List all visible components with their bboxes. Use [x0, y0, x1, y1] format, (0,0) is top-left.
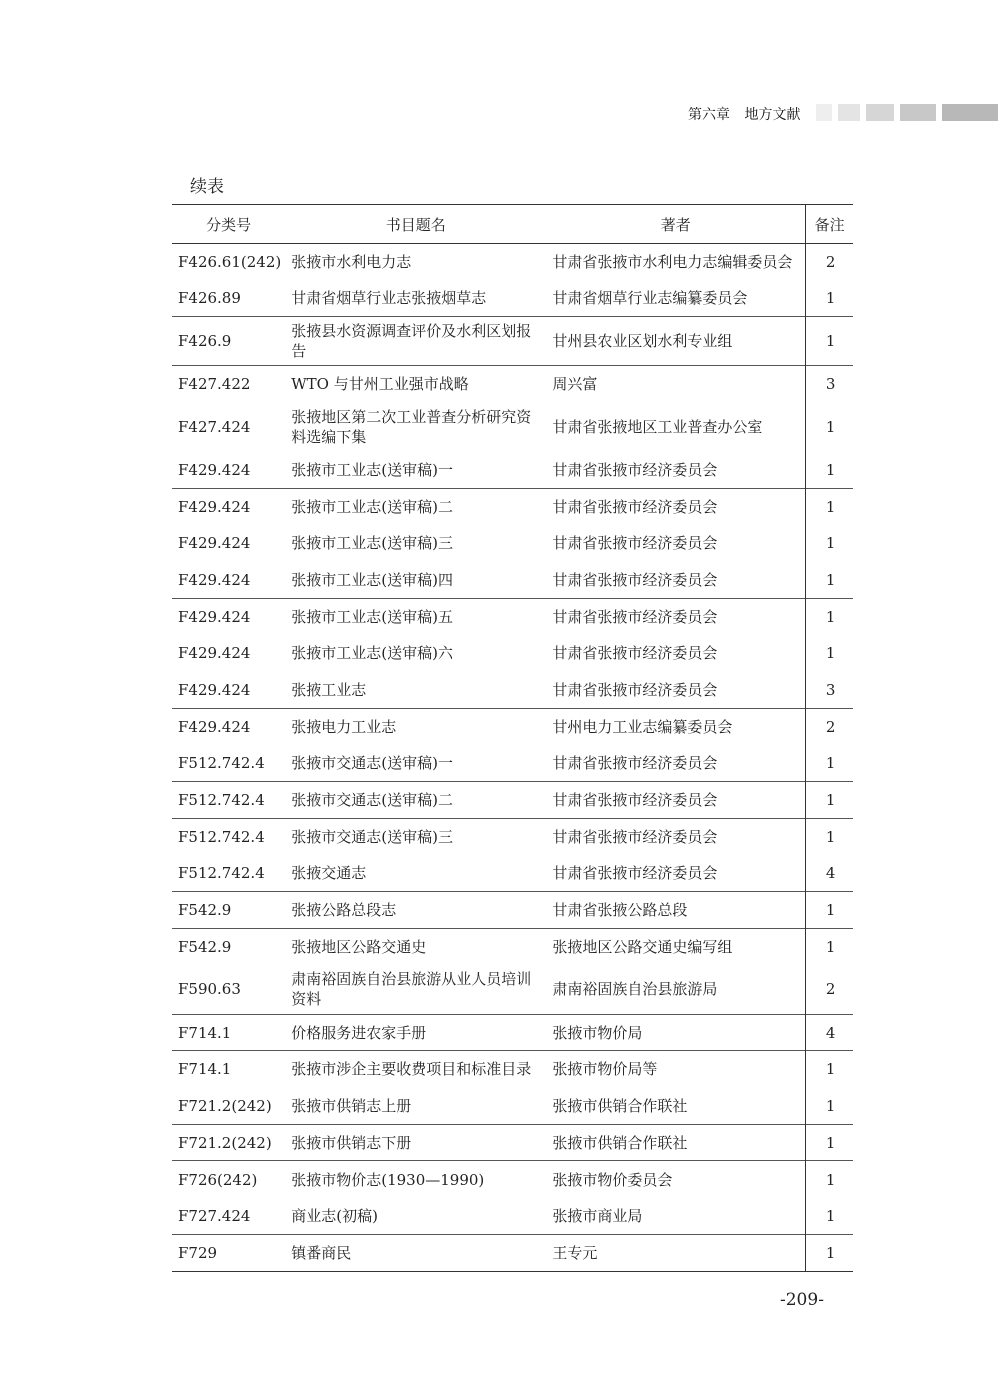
- cell-title: 张掖市供销志上册: [291, 1096, 412, 1115]
- table-row: [172, 1198, 853, 1235]
- cell-title: 张掖市工业志(送审稿)三: [291, 534, 453, 553]
- cell-code: F427.422: [172, 366, 285, 403]
- cell-note: 1: [806, 562, 853, 599]
- cell-title: 张掖市工业志(送审稿)一: [291, 460, 453, 479]
- cell-author: 甘肃省张掖市经济委员会: [552, 864, 718, 883]
- cell-title: 张掖市供销志下册: [285, 1124, 546, 1161]
- page-number: -209-: [780, 1290, 824, 1310]
- cell-note: 1: [806, 1234, 853, 1271]
- cell-code: F429.424: [178, 570, 251, 589]
- cell-note: 2: [806, 708, 853, 745]
- cell-title: 张掖市工业志(送审稿)二: [285, 488, 546, 525]
- cell-note: 1: [806, 818, 853, 855]
- cell-code: F512.742.4: [178, 864, 265, 883]
- col-header-title: 书目题名: [285, 205, 546, 244]
- cell-title: 张掖市交通志(送审稿)三: [285, 818, 546, 855]
- cell-note: 1: [806, 1051, 853, 1088]
- table-header-row: [172, 205, 853, 244]
- cell-author: 张掖市物价委员会: [546, 1161, 805, 1198]
- running-header: [688, 104, 810, 124]
- cell-code: F721.2(242): [172, 1124, 285, 1161]
- cell-author: 张掖地区公路交通史编写组: [546, 929, 805, 966]
- cell-title: 肃南裕固族自治县旅游从业人员培训资料: [291, 970, 532, 1009]
- cell-author: 甘肃省张掖市经济委员会: [546, 598, 805, 635]
- cell-author: 王专元: [546, 1234, 805, 1271]
- cell-author: 甘州县农业区划水利专业组: [546, 317, 805, 366]
- table-row: [172, 672, 853, 709]
- table-row: [172, 782, 853, 819]
- header-decor-bar-2: [838, 104, 860, 121]
- cell-note: 3: [806, 366, 853, 403]
- cell-author: 甘肃省张掖市经济委员会: [552, 680, 718, 699]
- cell-code: F429.424: [178, 644, 251, 663]
- cell-code: F542.9: [172, 892, 285, 929]
- cell-note: 4: [806, 855, 853, 892]
- cell-title: 价格服务进农家手册: [285, 1014, 546, 1051]
- cell-author: 甘肃省张掖公路总段: [546, 892, 805, 929]
- section-label: 地方文献: [744, 107, 801, 123]
- table-body: [172, 244, 853, 1272]
- cell-author: 肃南裕固族自治县旅游局: [552, 980, 718, 999]
- cell-code: F426.61(242): [178, 253, 282, 272]
- cell-code: F429.424: [172, 598, 285, 635]
- cell-note: 2: [806, 965, 853, 1014]
- table-row: [172, 525, 853, 562]
- cell-note: 1: [806, 929, 853, 966]
- cell-code: F429.424: [178, 534, 251, 553]
- cell-code: F429.424: [172, 708, 285, 745]
- cell-note: 1: [806, 892, 853, 929]
- cell-title: 张掖公路总段志: [285, 892, 546, 929]
- cell-note: 1: [806, 1124, 853, 1161]
- cell-title: 镇番商民: [285, 1234, 546, 1271]
- cell-note: 1: [806, 745, 853, 782]
- table-row: [172, 1088, 853, 1125]
- cell-author: 甘肃省张掖市经济委员会: [546, 488, 805, 525]
- cell-note: 1: [806, 635, 853, 672]
- cell-code: F542.9: [172, 929, 285, 966]
- cell-title: 商业志(初稿): [291, 1206, 378, 1225]
- cell-author: 甘肃省张掖市经济委员会: [552, 644, 718, 663]
- table-row: [172, 562, 853, 599]
- col-header-note: 备注: [806, 205, 853, 244]
- cell-code: F729: [172, 1234, 285, 1271]
- table-row: [172, 244, 853, 281]
- table-row: [172, 855, 853, 892]
- cell-note: 1: [806, 598, 853, 635]
- chapter-label: 第六章: [688, 107, 730, 123]
- table-row: [172, 1234, 853, 1271]
- cell-author: 甘肃省张掖市经济委员会: [546, 818, 805, 855]
- table-row: [172, 892, 853, 929]
- catalog-table: [172, 204, 853, 1272]
- cell-code: F727.424: [178, 1206, 251, 1225]
- cell-author: 甘肃省张掖市经济委员会: [552, 570, 718, 589]
- table-row: [172, 598, 853, 635]
- table-row: [172, 635, 853, 672]
- cell-code: F429.424: [178, 680, 251, 699]
- cell-code: F714.1: [172, 1051, 285, 1088]
- cell-note: 1: [806, 782, 853, 819]
- table-row: [172, 929, 853, 966]
- cell-title: 张掖市交通志(送审稿)二: [285, 782, 546, 819]
- table-row: [172, 452, 853, 489]
- table-row: [172, 965, 853, 1014]
- table-row: [172, 280, 853, 317]
- col-header-code: 分类号: [172, 205, 285, 244]
- cell-author: 张掖市物价局等: [546, 1051, 805, 1088]
- cell-title: 张掖交通志: [291, 864, 367, 883]
- cell-author: 甘州电力工业志编纂委员会: [546, 708, 805, 745]
- cell-note: 4: [806, 1014, 853, 1051]
- cell-code: F590.63: [178, 980, 241, 999]
- cell-code: F726(242): [172, 1161, 285, 1198]
- cell-code: F427.424: [178, 418, 251, 437]
- table-row: [172, 366, 853, 403]
- cell-author: 甘肃省张掖市水利电力志编辑委员会: [552, 253, 793, 272]
- header-decor-bar-1: [816, 104, 832, 121]
- cell-note: 1: [806, 525, 853, 562]
- cell-author: 张掖市商业局: [552, 1206, 643, 1225]
- header-decor-bar-3: [866, 104, 894, 121]
- table-row: [172, 1051, 853, 1088]
- cell-code: F512.742.4: [172, 782, 285, 819]
- cell-author: 周兴富: [546, 366, 805, 403]
- cell-code: F721.2(242): [178, 1096, 272, 1115]
- cell-title: 张掖电力工业志: [285, 708, 546, 745]
- cell-title: 张掖县水资源调查评价及水利区划报告: [285, 317, 546, 366]
- cell-note: 1: [806, 280, 853, 317]
- table-row: [172, 818, 853, 855]
- cell-code: F429.424: [172, 488, 285, 525]
- table-row: [172, 745, 853, 782]
- cell-code: F512.742.4: [178, 754, 265, 773]
- cell-title: 张掖市物价志(1930—1990): [285, 1161, 546, 1198]
- cell-title: 张掖市工业志(送审稿)五: [285, 598, 546, 635]
- cell-title: 张掖市涉企主要收费项目和标准目录: [285, 1051, 546, 1088]
- cell-title: 张掖工业志: [291, 680, 367, 699]
- cell-note: 1: [806, 1161, 853, 1198]
- cell-author: 甘肃省张掖市经济委员会: [552, 534, 718, 553]
- cell-author: 甘肃省张掖市经济委员会: [552, 754, 718, 773]
- cell-note: 1: [806, 1088, 853, 1125]
- cell-title: 张掖市工业志(送审稿)四: [291, 570, 453, 589]
- table-row: [172, 1161, 853, 1198]
- cell-note: 1: [806, 403, 853, 452]
- cell-note: 3: [806, 672, 853, 709]
- table-caption: 续表: [190, 177, 224, 197]
- cell-note: 2: [806, 244, 853, 281]
- cell-author: 甘肃省张掖市经济委员会: [546, 782, 805, 819]
- cell-author: 甘肃省张掖地区工业普查办公室: [552, 418, 763, 437]
- cell-title: WTO 与甘州工业强市战略: [285, 366, 546, 403]
- cell-author: 甘肃省张掖市经济委员会: [552, 460, 718, 479]
- cell-title: 张掖地区第二次工业普查分析研究资料选编下集: [291, 408, 532, 447]
- cell-note: 1: [806, 1198, 853, 1235]
- table-row: [172, 1014, 853, 1051]
- cell-author: 甘肃省烟草行业志编纂委员会: [552, 289, 748, 308]
- cell-note: 1: [806, 488, 853, 525]
- header-decor-bar-5: [942, 104, 998, 121]
- cell-title: 张掖市工业志(送审稿)六: [291, 644, 453, 663]
- cell-title: 张掖市水利电力志: [291, 253, 412, 272]
- cell-title: 张掖地区公路交通史: [285, 929, 546, 966]
- table-row: [172, 488, 853, 525]
- cell-code: F512.742.4: [172, 818, 285, 855]
- cell-code: F426.9: [172, 317, 285, 366]
- cell-code: F426.89: [178, 289, 241, 308]
- header-decor-bar-4: [900, 104, 936, 121]
- table-row: [172, 403, 853, 452]
- cell-author: 张掖市供销合作联社: [552, 1096, 688, 1115]
- cell-note: 1: [806, 317, 853, 366]
- cell-note: 1: [806, 452, 853, 489]
- cell-title: 张掖市交通志(送审稿)一: [291, 754, 453, 773]
- col-header-author: 著者: [546, 205, 805, 244]
- cell-author: 张掖市供销合作联社: [546, 1124, 805, 1161]
- table-row: [172, 708, 853, 745]
- cell-title: 甘肃省烟草行业志张掖烟草志: [291, 289, 487, 308]
- cell-code: F429.424: [178, 460, 251, 479]
- cell-code: F714.1: [172, 1014, 285, 1051]
- cell-author: 张掖市物价局: [546, 1014, 805, 1051]
- table-row: [172, 1124, 853, 1161]
- table-row: [172, 317, 853, 366]
